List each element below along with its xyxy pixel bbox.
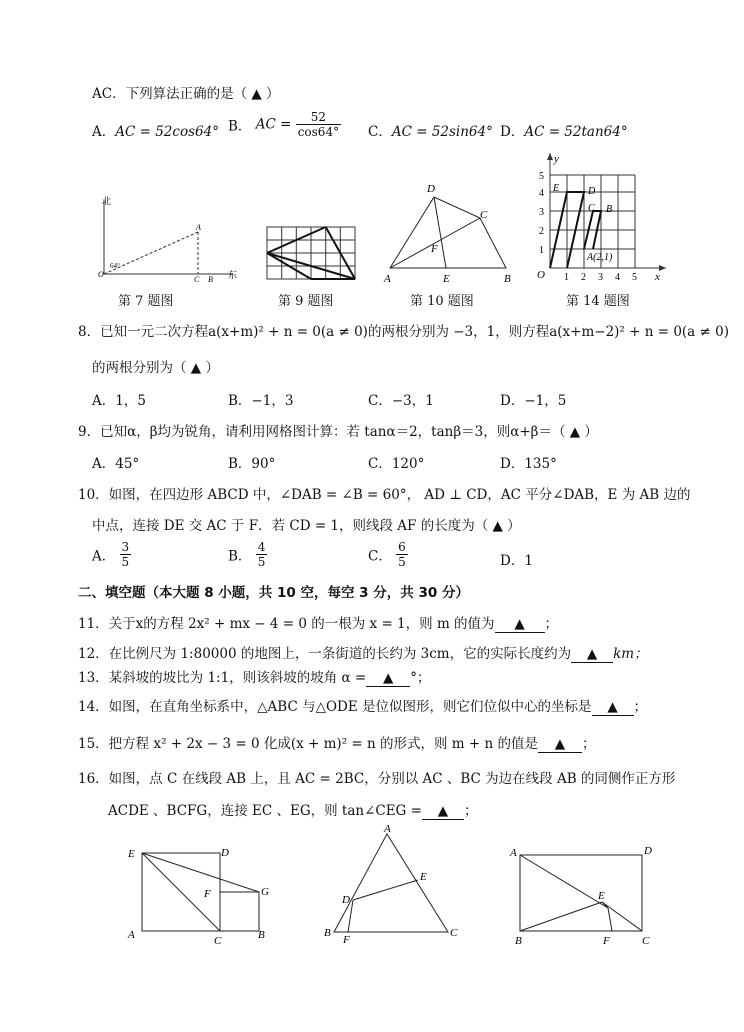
figure-10 <box>380 180 520 286</box>
f1-e-label: E <box>128 848 135 860</box>
figure-rectangle <box>504 840 664 950</box>
fig14-a-label: A(2,1) <box>587 252 613 263</box>
f1-f-label: F <box>204 888 211 900</box>
q14-blank[interactable]: ▲ <box>592 699 634 716</box>
fig7-o-label: O <box>98 270 104 279</box>
f1-b-label: B <box>258 929 265 941</box>
fig14-ytick-1: 1 <box>539 245 544 256</box>
q13: 13．某斜坡的坡比为 1:1，则该斜坡的坡角 α = ▲ °； <box>78 670 431 686</box>
fig14-xtick-4: 4 <box>615 272 620 283</box>
fig14-xtick-5: 5 <box>632 272 637 283</box>
f1-a-label: A <box>128 929 135 941</box>
fig14-x-label: x <box>655 271 660 283</box>
fig10-e-label: E <box>443 273 450 285</box>
q10-option-b: B． $\frac{4}{5}$ <box>228 540 266 569</box>
q7-option-d: D．AC = 52tan64° <box>500 124 628 140</box>
q15: 15．把方程 x² + 2x − 3 = 0 化成(x + m)² = n 的形式，则 m + n 的值是 ▲ ； <box>78 736 596 752</box>
fig10-a-label: A <box>384 273 391 285</box>
f1-c-label: C <box>214 935 222 947</box>
q13-blank[interactable]: ▲ <box>366 670 410 687</box>
q7-stem-tail: AC．下列算法正确的是（ ▲ ） <box>92 86 280 102</box>
fig10-f-label: F <box>431 243 438 255</box>
fig14-xtick-1: 1 <box>564 272 569 283</box>
figure-9 <box>264 224 360 284</box>
q12-blank[interactable]: ▲ <box>571 646 613 663</box>
fig7-north-label: 北 <box>102 196 112 206</box>
fig7-a-label: A <box>196 223 201 232</box>
q10-stem: 10．如图，在四边形 ABCD 中，∠DAB = ∠B = 60°， AD ⊥ CD，AC 平分∠DAB，E 为 AB 边的 <box>78 487 691 503</box>
q9-option-c: C．120° <box>368 456 425 472</box>
q7-option-c: C．AC = 52sin64° <box>368 124 493 140</box>
q7-b-denominator: cos64° <box>297 125 340 139</box>
q8-stem: 8．已知一元二次方程a(x+m)² + n = 0(a ≠ 0)的两根分别为 −3，1，则方程a(x+m−2)² + n = 0(a ≠ 0) <box>78 324 729 340</box>
q16-stem-2: ACDE 、BCFG，连接 EC 、EG，则 tan∠CEG = ▲ ； <box>108 803 478 819</box>
fig9-caption: 第 9 题图 <box>278 294 334 309</box>
q8-option-a: A．1，5 <box>92 393 146 409</box>
fig14-e-label: E <box>553 183 560 194</box>
f2-f-label: F <box>343 934 350 946</box>
fig10-b-label: B <box>504 273 511 285</box>
fig14-ytick-4: 4 <box>539 188 544 199</box>
f3-b-label: B <box>515 935 522 947</box>
fig14-ytick-3: 3 <box>539 207 544 218</box>
figure-q16 <box>120 840 280 950</box>
fig14-y-label: y <box>554 153 559 165</box>
q9-option-a: A．45° <box>92 456 140 472</box>
q11: 11．关于x的方程 2x² + mx − 4 = 0 的一根为 x = 1，则 m 的值为 ▲ ； <box>78 616 559 632</box>
q10-option-c: C． $\frac{6}{5}$ <box>368 540 406 569</box>
q8-option-c: C．−3，1 <box>368 393 434 409</box>
f1-g-label: G <box>261 886 269 898</box>
q8-option-b: B．−1，3 <box>228 393 294 409</box>
fig7-c-label: C <box>194 275 200 284</box>
figure-14 <box>534 150 670 284</box>
fig7-angle-label: 64° <box>110 262 120 270</box>
q15-blank[interactable]: ▲ <box>538 736 582 753</box>
fig7-b-label: B <box>208 275 213 284</box>
f1-d-label: D <box>221 847 229 859</box>
f2-b-label: B <box>324 927 331 939</box>
q7-option-b: B． AC = $\frac{52}{\cos 64^\circ}$ <box>228 110 340 139</box>
q9-option-b: B．90° <box>228 456 276 472</box>
f3-c-label: C <box>642 935 650 947</box>
q7-option-a: A．AC = 52cos64° <box>92 124 219 140</box>
f2-d-label: D <box>342 894 350 906</box>
figure-7 <box>92 192 242 284</box>
fig10-d-label: D <box>427 183 435 195</box>
fig14-caption: 第 14 题图 <box>566 294 630 309</box>
fig14-origin-label: O <box>537 269 545 281</box>
fig7-caption: 第 7 题图 <box>118 294 174 309</box>
q16-stem: 16．如图，点 C 在线段 AB 上，且 AC = 2BC，分别以 AC 、BC 为边在线段 AB 的同侧作正方形 <box>78 771 676 787</box>
q16-blank[interactable]: ▲ <box>422 803 464 820</box>
fig14-ytick-5: 5 <box>539 171 544 182</box>
q12: 12．在比例尺为 1:80000 的地图上，一条街道的长约为 3cm，它的实际长度约为 ▲ km； <box>78 646 648 662</box>
fig14-c-label: C <box>588 203 595 214</box>
q14: 14．如图，在直角坐标系中，△ABC 与△ODE 是位似图形，则它们位似中心的坐标是 ▲ ； <box>78 699 648 715</box>
f2-a-label: A <box>384 823 391 835</box>
fig14-d-label: D <box>588 186 596 197</box>
fig14-xtick-3: 3 <box>598 272 603 283</box>
q10-option-d: D．1 <box>500 553 533 569</box>
fig10-c-label: C <box>480 209 488 221</box>
q7-b-numerator: 52 <box>296 110 341 125</box>
f2-e-label: E <box>420 871 427 883</box>
fig10-caption: 第 10 题图 <box>410 294 474 309</box>
f3-e-label: E <box>598 890 605 902</box>
q11-blank[interactable]: ▲ <box>495 616 545 633</box>
q10-stem-2: 中点，连接 DE 交 AC 于 F．若 CD = 1，则线段 AF 的长度为（ ▲ ） <box>92 518 521 534</box>
f3-f-label: F <box>603 935 610 947</box>
fig14-b-label: B <box>606 204 613 215</box>
f3-a-label: A <box>510 847 517 859</box>
fig7-east-label: 东 <box>228 270 238 280</box>
fig14-ytick-2: 2 <box>539 226 544 237</box>
q10-option-a: A． $\frac{3}{5}$ <box>92 540 130 569</box>
f3-d-label: D <box>644 845 652 857</box>
q9-option-d: D．135° <box>500 456 557 472</box>
f2-c-label: C <box>450 927 458 939</box>
q8-option-d: D．−1，5 <box>500 393 567 409</box>
q8-stem-2: 的两根分别为（ ▲ ） <box>92 360 219 376</box>
section-2-heading: 二、填空题（本大题 8 小题，共 10 空，每空 3 分，共 30 分） <box>78 585 469 601</box>
fig14-xtick-2: 2 <box>581 272 586 283</box>
figure-triangle <box>318 822 468 946</box>
q9-stem: 9．已知α，β均为锐角，请利用网格图计算：若 tanα＝2，tanβ＝3，则α+β＝（ ▲ ） <box>78 424 598 440</box>
